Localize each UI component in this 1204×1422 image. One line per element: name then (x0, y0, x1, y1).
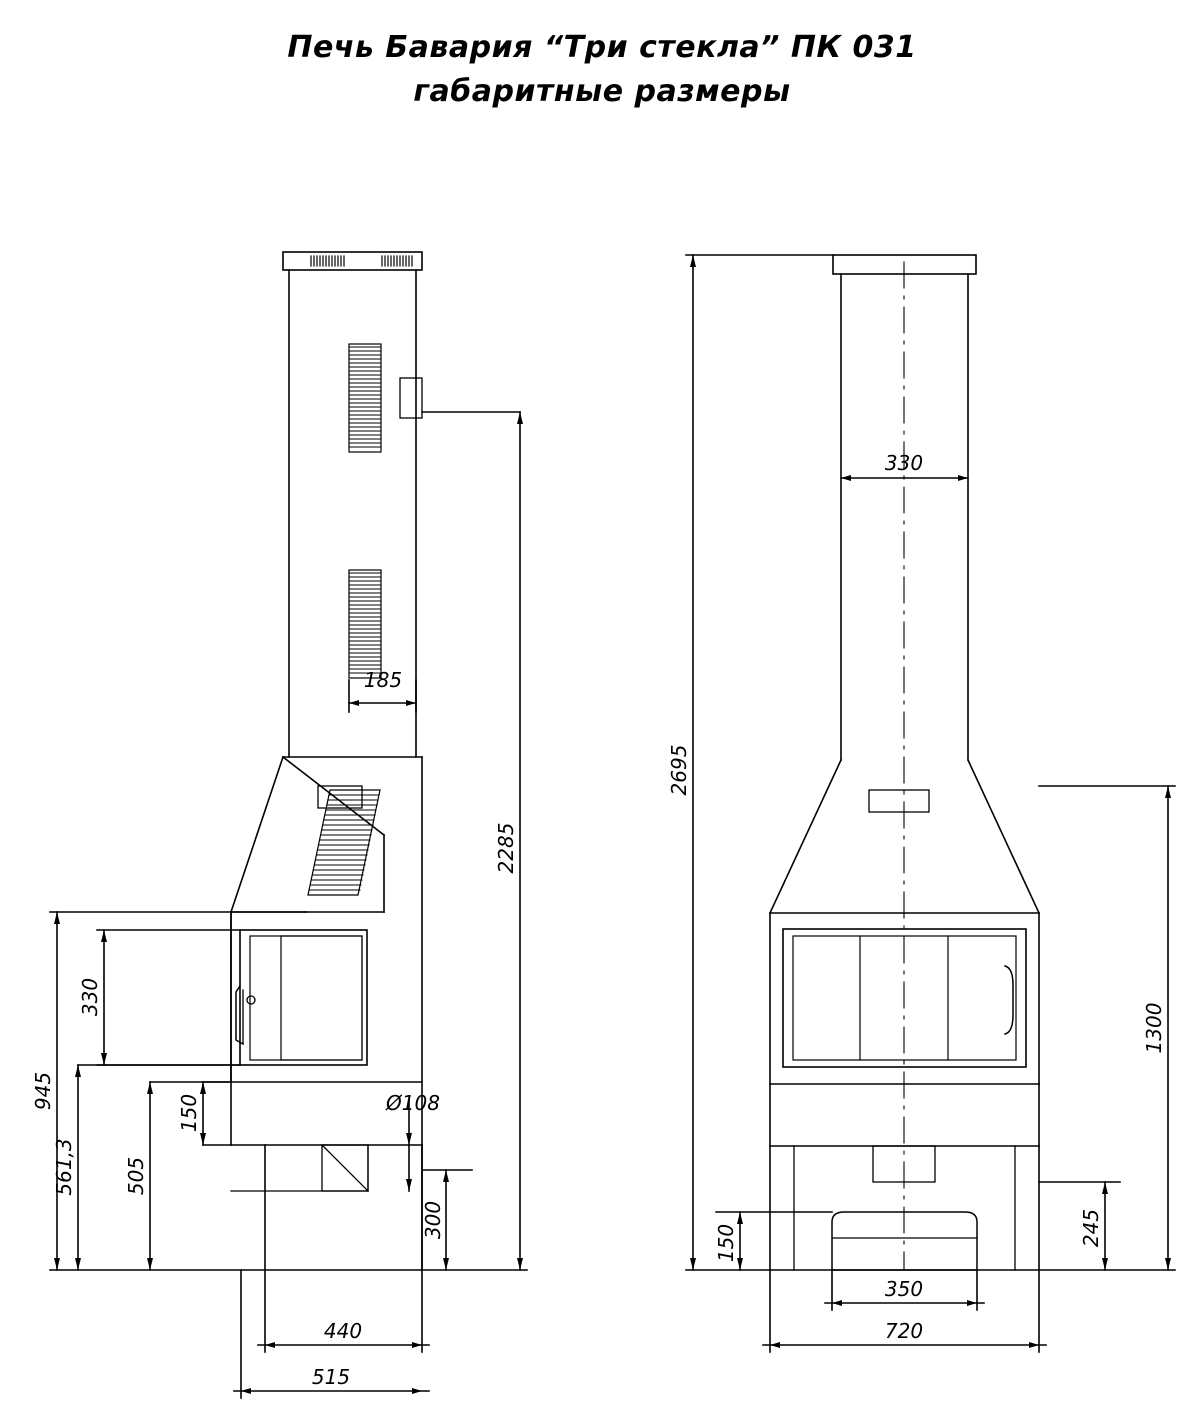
dim-label-front-720: 720 (884, 1319, 924, 1343)
dim-label-side-5613: 561,3 (52, 1138, 76, 1196)
dim-label-side-505: 505 (124, 1156, 148, 1196)
dim-label-side-330: 330 (78, 977, 102, 1017)
dim-label-side-300: 300 (421, 1200, 445, 1240)
dim-label-side-d108: Ø108 (386, 1091, 440, 1115)
dim-label-side-945: 945 (31, 1071, 55, 1111)
dim-label-front-245: 245 (1079, 1208, 1103, 1248)
side-d-5613-geom (75, 1065, 240, 1270)
title-line-1: Печь Бавария “Три стекла” ПК 031 (287, 30, 917, 65)
dim-label-side-185: 185 (363, 668, 403, 692)
side-d-945-geom (50, 912, 265, 1270)
front-view-geometry (686, 255, 1175, 1352)
dim-label-side-150: 150 (177, 1093, 201, 1133)
drawing-title (0, 26, 1204, 113)
dim-label-front-150: 150 (714, 1223, 738, 1263)
dim-label-front-330: 330 (884, 451, 924, 475)
dim-label-side-515: 515 (311, 1365, 351, 1389)
side-d-150-geom (200, 1082, 231, 1145)
front-d-2695-geom (686, 255, 833, 1270)
dim-label-side-2285: 2285 (494, 822, 518, 874)
title-line-2: габаритные размеры (413, 73, 791, 109)
dim-label-side-440: 440 (323, 1319, 363, 1343)
dim-label-front-350: 350 (884, 1277, 924, 1301)
dim-label-front-2695: 2695 (667, 744, 691, 796)
dimension-labels (31, 451, 1166, 1389)
side-view-geometry (50, 252, 527, 1398)
side-d-330-geom (97, 930, 240, 1065)
dim-label-front-1300: 1300 (1142, 1002, 1166, 1054)
